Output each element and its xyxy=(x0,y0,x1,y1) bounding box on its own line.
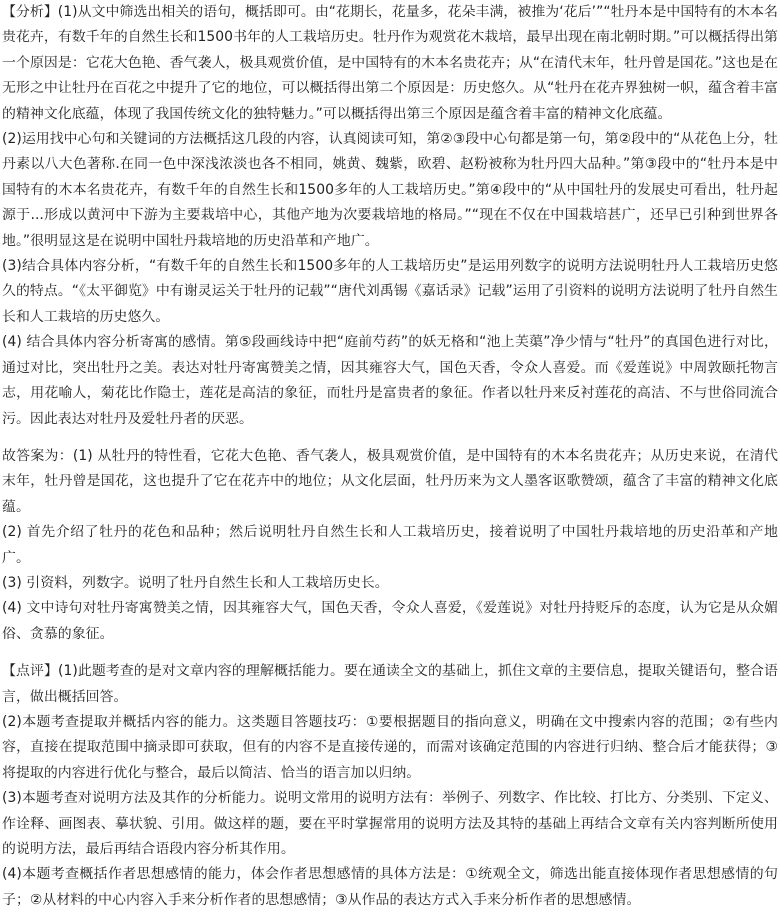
comment-section xyxy=(2,659,778,913)
comment-paragraph-3: (3)本题考查对说明方法及其作的分析能力。说明文常用的说明方法有：举例子、列数字、作比较、打比方、分类别、下定义、作诠释、画图表、摹状貌、引用。做这样的题，要在平时掌握常用的说明方法及其特的基础上再结合文章有关内容判断所使用的说明方法，最后再结合语段内容分析其作用。 xyxy=(2,790,778,857)
comment-paragraph-2: (2)本题考查提取并概括内容的能力。这类题目答题技巧：①要根据题目的指向意义，明确在文中搜索内容的范围；②有些内容，直接在提取范围中摘录即可获取，但有的内容不是直接传递的，而需对该确定范围的内容进行归纳、整合后才能获得；③将提取的内容进行优化与整合，最后以简洁、恰当的语言加以归纳。 xyxy=(2,713,778,781)
analysis-paragraph-3: (3)结合具体内容分析，“有数千年的自然生长和1500多年的人工栽培历史”是运用列数字的说明方法说明牡丹人工栽培历史悠久的特点。“《太平御览》中有谢灵运关于牡丹的记载”“唐代刘禹锡《嘉话录》记载”运用了引资料的说明方法说明了牡丹自然生长和人工栽培的历史悠久。 xyxy=(2,258,778,325)
comment-paragraph-1: 【点评】(1)此题考查的是对文章内容的理解概括能力。要在通读全文的基础上，抓住文章的主要信息，提取关键语句，整合语言，做出概括回答。 xyxy=(2,663,778,705)
analysis-section xyxy=(2,0,778,432)
section-gap xyxy=(2,432,778,444)
analysis-paragraph-1: 【分析】(1)从文中筛选出相关的语句，概括即可。由“花期长，花量多，花朵丰满，被推为‘花后’”“牡丹本是中国特有的木本名贵花卉，有数千年的自然生长和1500书年的人工栽培历史。牡丹作为观赏花木栽培，最早出现在南北朝时期。”可以概括得出第一个原因是：它花大色艳、香气袭人，极具观赏价值，是中国特有的木本名贵花卉；从“在清代末年，牡丹曾是国花。”这也是在无形之中让牡丹在百花之中提升了它的地位，可以概括得出第二个原因是：历史悠久。从“牡丹在花卉界独树一帜，蕴含着丰富的精神文化底蕴，体现了我国传统文化的独特魅力。”可以概括得出第三个原因是蕴含着丰富的精神文化底蕴。 xyxy=(2,4,778,122)
answer-paragraph-2: (2) 首先介绍了牡丹的花色和品种；然后说明牡丹自然生长和人工栽培历史，接着说明了中国牡丹栽培地的历史沿革和产地广。 xyxy=(2,524,778,566)
analysis-paragraph-4: (4) 结合具体内容分析寄寓的感情。第⑤段画线诗中把“庭前芍药”的妖无格和“池上芙蕖”净少情与“牡丹”的真国色进行对比，通过对比，突出牡丹之美。表达对牡丹寄寓赞美之情，因其雍容大气，国色天香，令众人喜爱。而《爱莲说》中周敦颐托物言志，用花喻人，菊花比作隐士，莲花是高洁的象征，而牡丹是富贵者的象征。作者以牡丹来反衬莲花的高洁、不与世俗同流合污。因此表达对牡丹及爱牡丹者的厌恶。 xyxy=(2,334,778,427)
analysis-paragraph-2: (2)运用找中心句和关键词的方法概括这几段的内容，认真阅读可知，第②③段中心句都是第一句，第②段中的“从花色上分，牡丹素以八大色著称.在同一色中深浅浓淡也各不相同，姚黄、魏紫，欧碧、赵粉被称为牡丹四大品种。”第③段中的“牡丹本是中国特有的木本名贵花卉，有数千年的自然生长和1500多年的人工栽培历史。”第④段中的“从中国牡丹的发展史可看出，牡丹起源于...形成以黄河中下游为主要栽培中心，其他产地为次要栽培地的格局。”“现在不仅在中国栽培甚广，还早已引种到世界各地。”很明显这是在说明中国牡丹栽培地的历史沿革和产地广。 xyxy=(2,131,778,249)
answer-paragraph-4: (4) 文中诗句对牡丹寄寓赞美之情，因其雍容大气，国色天香，令众人喜爱，《爱莲说》对牡丹持贬斥的态度，认为它是从众媚俗、贪慕的象征。 xyxy=(2,600,778,642)
section-gap xyxy=(2,647,778,659)
comment-paragraph-4: (4)本题考查概括作者思想感情的能力，体会作者思想感情的具体方法是：①统观全文，筛选出能直接体现作者思想感情的句子；②从材料的中心内容入手来分析作者的思想感情；③从作品的表达方式入手来分析作者的思想感情。 xyxy=(2,866,778,908)
answer-section xyxy=(2,444,778,647)
answer-paragraph-3: (3) 引资料，列数字。说明了牡丹自然生长和人工栽培历史长。 xyxy=(2,574,389,591)
answer-paragraph-1: 故答案为：(1) 从牡丹的特性看，它花大色艳、香气袭人，极具观赏价值，是中国特有的木本名贵花卉；从历史来说，在清代末年，牡丹曾是国花，这也提升了它在花卉中的地位；从文化层面，牡丹历来为文人墨客讴歌赞颂，蕴含了丰富的精神文化底蕴。 xyxy=(2,447,778,515)
